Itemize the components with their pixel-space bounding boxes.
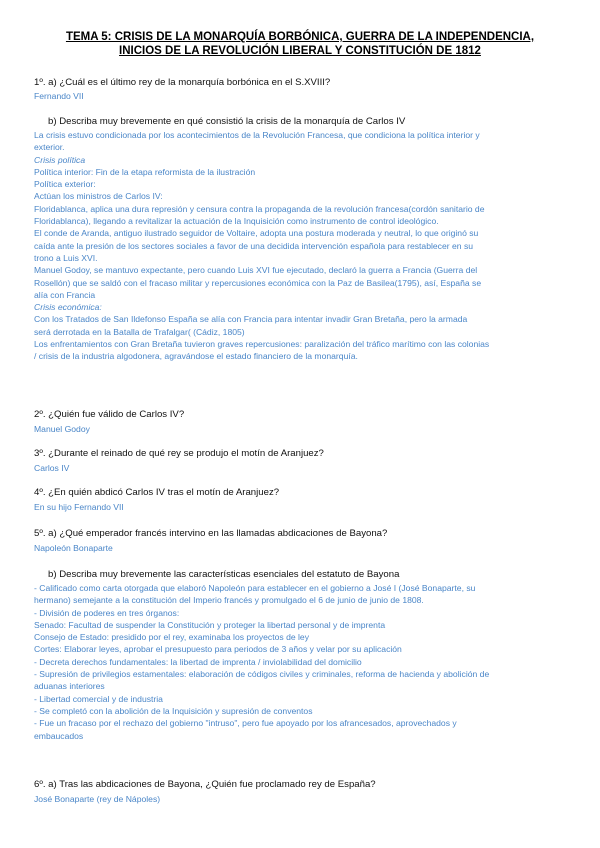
answer-line: Cortes: Elaborar leyes, aprobar el presupuesto para periodos de 3 años y velar por su aplicación [34,644,402,655]
answer-2: Manuel Godoy [34,424,90,434]
answer-5b [34,582,570,742]
answer-line: Rosellón) que se saldó con el fracaso militar y repercusiones económica con la Paz de Basilea(1795), así, España se [34,277,482,288]
answer-subheading: Crisis económica: [34,302,102,313]
answer-line: hermano) semejante a la constitución del Imperio francés y promulgado el 6 de junio de junio de 1808. [34,595,424,606]
answer-line: Los enfrentamientos con Gran Bretaña tuvieron graves repercusiones: paralización del tráfico marítimo con las colonias [34,339,490,350]
answer-line: - Libertad comercial y de industria [34,693,163,704]
answer-line: caída ante la presión de los sectores sociales a favor de una decidida intervención española para restablecer en su [34,240,474,251]
answer-1a: Fernando VII [34,91,84,101]
question-5a: 5º. a) ¿Qué emperador francés intervino en las llamadas abdicaciones de Bayona? [34,528,388,539]
answer-line: alía con Francia [34,289,96,300]
answer-1b [34,129,570,363]
answer-line: Consejo de Estado: presidido por el rey, examinaba los proyectos de ley [34,632,309,643]
question-4: 4º. ¿En quién abdicó Carlos IV tras el motín de Aranjuez? [34,487,280,498]
answer-line: Con los Tratados de San Ildefonso España se alía con Francia para intentar invadir Gran Bretaña, pero la armada [34,314,468,325]
answer-line: - Supresión de privilegios estamentales: elaboración de códigos civiles y criminales, reforma de hacienda y abolición de [34,669,490,680]
title-line-2: INICIOS DE LA REVOLUCIÓN LIBERAL Y CONSTITUCIÓN DE 1812 [119,45,481,57]
question-2: 2º. ¿Quién fue válido de Carlos IV? [34,409,185,420]
answer-6a: José Bonaparte (rey de Nápoles) [34,794,161,804]
answer-3: Carlos IV [34,463,70,473]
answer-line: El conde de Aranda, antiguo ilustrado seguidor de Voltaire, adopta una postura moderada y neutral, lo que originó su [34,228,479,239]
answer-line: - Decreta derechos fundamentales: la libertad de imprenta / inviolabilidad del domicilio [34,656,362,667]
answer-line: Floridablanca), llegando a revitalizar la actuación de la Inquisición como instrumento de control ideológico. [34,216,439,227]
answer-line: Política interior: Fin de la etapa reformista de la ilustración [34,166,256,177]
answer-5a: Napoleón Bonaparte [34,543,113,553]
answer-line: Senado: Facultad de suspender la Constitución y proteger la libertad personal y de imprenta [34,619,386,630]
answer-line: Manuel Godoy, se mantuvo expectante, pero cuando Luis XVI fue ejecutado, declaró la guerra a Francia (Guerra del [34,265,478,276]
page-title [40,30,560,58]
question-3: 3º. ¿Durante el reinado de qué rey se produjo el motín de Aranjuez? [34,448,324,459]
answer-line: exterior. [34,142,65,153]
answer-line: - Calificado como carta otorgada que elaboró Napoleón para establecer en el gobierno a José I (José Bonaparte, su [34,583,476,593]
answer-subheading: Crisis política [34,154,86,165]
title-line-1: TEMA 5: CRISIS DE LA MONARQUÍA BORBÓNICA, GUERRA DE LA INDEPENDENCIA, [65,31,535,43]
question-6a: 6º. a) Tras las abdicaciones de Bayona, ¿Quién fue proclamado rey de España? [34,779,376,790]
answer-line: Floridablanca, aplica una dura represión y censura contra la propaganda de la revolución francesa(cordón sanitario de [34,203,485,214]
answer-line: Actúan los ministros de Carlos IV: [34,191,163,202]
answer-line: - División de poderes en tres órganos: [34,607,180,618]
answer-line: La crisis estuvo condicionada por los acontecimientos de la Revolución Francesa, que condiciona la política interior y [34,130,480,140]
question-1a: 1º. a) ¿Cuál es el último rey de la monarquía borbónica en el S.XVIII? [34,77,331,88]
answer-line: / crisis de la industria algodonera, agravándose el estado financiero de la monarquía. [34,351,358,362]
question-1b: b) Describa muy brevemente en qué consistió la crisis de la monarquía de Carlos IV [48,116,406,127]
answer-line: trono a Luis XVI. [34,252,98,263]
question-5b: b) Describa muy brevemente las características esenciales del estatuto de Bayona [48,569,400,580]
answer-4: En su hijo Fernando VII [34,502,124,512]
answer-line: aduanas interiores [34,681,105,692]
answer-line: - Se completó con la abolición de la Inquisición y supresión de conventos [34,705,313,716]
answer-line: será derrotada en la Batalla de Trafalgar( (Cádiz, 1805) [34,326,245,337]
answer-line: - Fue un fracaso por el rechazo del gobierno "intruso", pero fue apoyado por los afrancesados, aprovechados y [34,718,457,729]
answer-line: embaucados [34,730,84,741]
answer-line: Política exterior: [34,179,96,190]
